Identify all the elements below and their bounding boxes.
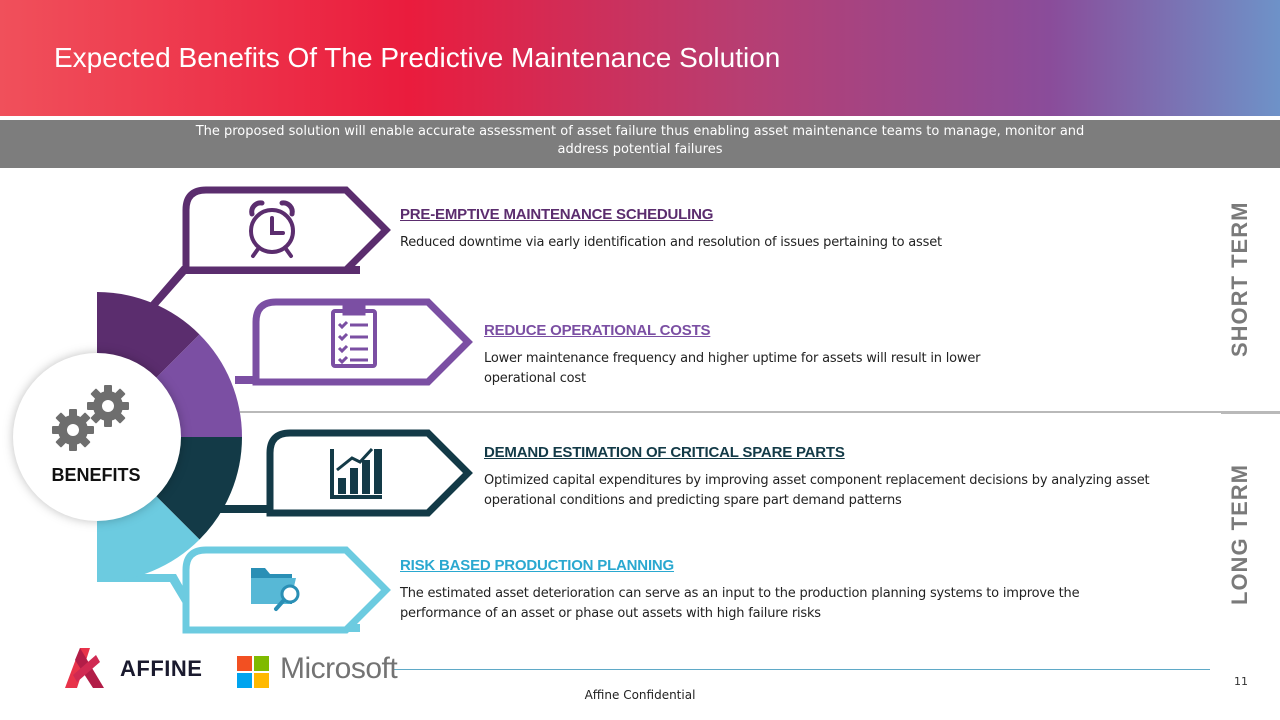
- benefit-title-1: PRE-EMPTIVE MAINTENANCE SCHEDULING: [400, 206, 714, 223]
- footer-line: [392, 669, 1210, 670]
- long-term-label: LONG TERM: [1227, 464, 1252, 605]
- slide-title: Expected Benefits Of The Predictive Maintenance Solution: [54, 42, 781, 73]
- benefit-desc-2: Lower maintenance frequency and higher uptime for assets will result in lower operational cost: [484, 351, 981, 386]
- benefits-circle: [13, 353, 181, 521]
- benefit-title-3: DEMAND ESTIMATION OF CRITICAL SPARE PARTS: [484, 444, 845, 461]
- benefit-desc-1: Reduced downtime via early identification and resolution of issues pertaining to asset: [400, 235, 942, 250]
- short-term-label: SHORT TERM: [1227, 201, 1252, 357]
- folder-search-icon: [251, 568, 298, 609]
- slide-subtitle: The proposed solution will enable accurate assessment of asset failure thus enabling asset maintenance teams to manage, monitor and address potential failures: [195, 124, 1085, 157]
- microsoft-logo-text: Microsoft: [280, 652, 398, 685]
- benefit-desc-4: The estimated asset deterioration can serve as an input to the production planning systems to improve the performance of an asset or phase out assets with high failure risks: [400, 586, 1080, 621]
- benefit-title-4: RISK BASED PRODUCTION PLANNING: [400, 557, 675, 574]
- confidential-note: Affine Confidential: [584, 688, 696, 702]
- benefit-title-2: REDUCE OPERATIONAL COSTS: [484, 322, 711, 339]
- benefits-label: BENEFITS: [51, 465, 141, 485]
- microsoft-logo-mark: [237, 656, 269, 688]
- page-number: 11: [1234, 675, 1248, 688]
- term-divider: [240, 411, 1280, 413]
- benefit-desc-3: Optimized capital expenditures by improving asset component replacement decisions by analyzing asset operational conditions and predicting spare part demand patterns: [484, 473, 1150, 508]
- affine-logo-mark: [65, 648, 104, 688]
- affine-logo-text: AFFINE: [120, 656, 203, 681]
